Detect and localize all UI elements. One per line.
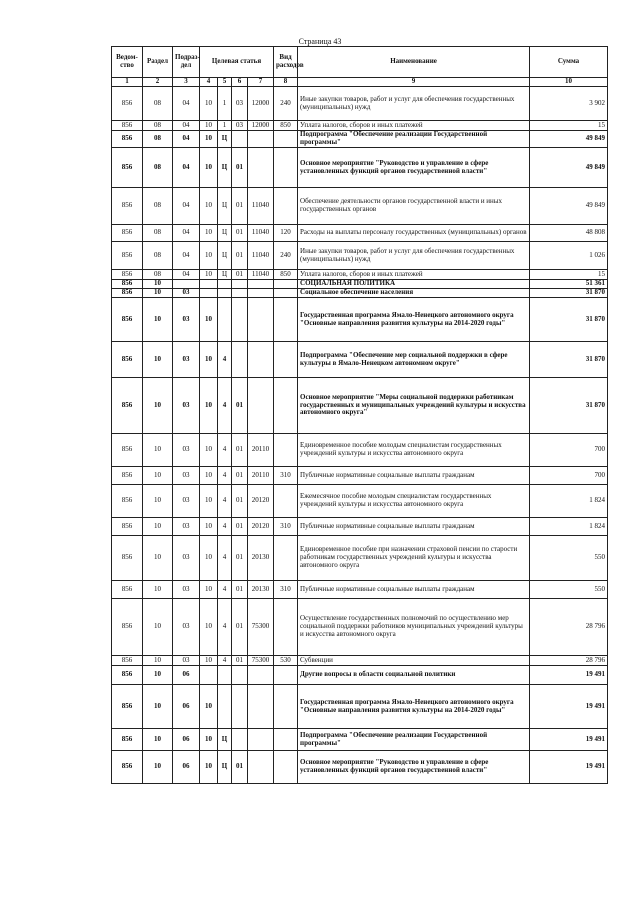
naimenovanie-cell: Единовременное пособие при назначении страховой пенсии по старости работникам государственных учреждений культуры и искусства автономного округа — [298, 536, 530, 581]
target-subprogram-cell: 4 — [218, 342, 232, 378]
summa-cell: 31 870 — [530, 342, 608, 378]
table-row — [112, 685, 608, 729]
table-row — [112, 485, 608, 518]
summa-cell: 15 — [530, 121, 608, 131]
target-direction-cell — [248, 751, 274, 784]
target-subprogram-cell: 1 — [218, 87, 232, 121]
target-program-cell: 10 — [200, 729, 218, 751]
summa-cell: 49 849 — [530, 148, 608, 188]
naimenovanie-cell: Другие вопросы в области социальной политики — [298, 666, 530, 685]
target-event-cell: 01 — [232, 485, 248, 518]
target-direction-cell — [248, 342, 274, 378]
target-direction-cell — [248, 148, 274, 188]
podrazdel-cell: 06 — [173, 751, 200, 784]
target-program-cell: 10 — [200, 342, 218, 378]
column-index: 5 — [218, 78, 232, 87]
podrazdel-cell: 04 — [173, 131, 200, 148]
razdel-cell: 10 — [143, 751, 173, 784]
header-naimenovanie: Наименование — [298, 47, 530, 78]
target-event-cell — [232, 298, 248, 342]
target-event-cell — [232, 729, 248, 751]
column-index: 7 — [248, 78, 274, 87]
target-program-cell: 10 — [200, 225, 218, 242]
razdel-cell: 08 — [143, 242, 173, 270]
summa-cell: 1 026 — [530, 242, 608, 270]
podrazdel-cell: 03 — [173, 536, 200, 581]
podrazdel-cell: 06 — [173, 666, 200, 685]
vedomstvo-cell: 856 — [112, 131, 143, 148]
target-event-cell — [232, 342, 248, 378]
target-event-cell: 01 — [232, 536, 248, 581]
naimenovanie-cell: Государственная программа Ямало-Ненецкого автономного округа "Основные направления развития культуры на 2014-2020 годы" — [298, 685, 530, 729]
header-vedomstvo: Ведом-ство — [112, 47, 143, 78]
naimenovanie-cell: Уплата налогов, сборов и иных платежей — [298, 270, 530, 280]
vid-rashodov-cell: 240 — [274, 87, 298, 121]
summa-cell: 28 796 — [530, 599, 608, 656]
target-subprogram-cell: Ц — [218, 225, 232, 242]
razdel-cell: 08 — [143, 131, 173, 148]
vid-rashodov-cell — [274, 188, 298, 225]
target-event-cell: 01 — [232, 225, 248, 242]
podrazdel-cell: 03 — [173, 485, 200, 518]
naimenovanie-cell: Публичные нормативные социальные выплаты гражданам — [298, 518, 530, 536]
table-row — [112, 656, 608, 666]
vedomstvo-cell: 856 — [112, 666, 143, 685]
target-program-cell: 10 — [200, 581, 218, 599]
vedomstvo-cell: 856 — [112, 342, 143, 378]
target-direction-cell — [248, 685, 274, 729]
column-index-row — [112, 78, 608, 87]
razdel-cell: 10 — [143, 289, 173, 298]
target-direction-cell — [248, 378, 274, 434]
target-program-cell: 10 — [200, 188, 218, 225]
naimenovanie-cell: Уплата налогов, сборов и иных платежей — [298, 121, 530, 131]
target-subprogram-cell: 4 — [218, 656, 232, 666]
target-program-cell: 10 — [200, 599, 218, 656]
target-program-cell: 10 — [200, 270, 218, 280]
razdel-cell: 10 — [143, 685, 173, 729]
vid-rashodov-cell — [274, 729, 298, 751]
target-program-cell: 10 — [200, 131, 218, 148]
naimenovanie-cell: Осуществление государственных полномочий по осуществлению мер социальной поддержки работников муниципальных учреждений культуры и искусства автономного округа — [298, 599, 530, 656]
vid-rashodov-cell: 530 — [274, 656, 298, 666]
summa-cell: 51 361 — [530, 280, 608, 289]
target-program-cell — [200, 666, 218, 685]
razdel-cell: 08 — [143, 188, 173, 225]
target-program-cell: 10 — [200, 751, 218, 784]
vedomstvo-cell: 856 — [112, 518, 143, 536]
column-index: 8 — [274, 78, 298, 87]
target-direction-cell: 75300 — [248, 656, 274, 666]
target-direction-cell: 11040 — [248, 242, 274, 270]
naimenovanie-cell: Публичные нормативные социальные выплаты гражданам — [298, 467, 530, 485]
summa-cell: 49 849 — [530, 131, 608, 148]
table-row — [112, 298, 608, 342]
target-event-cell — [232, 666, 248, 685]
target-event-cell: 01 — [232, 148, 248, 188]
vedomstvo-cell: 856 — [112, 378, 143, 434]
header-summa: Сумма — [530, 47, 608, 78]
podrazdel-cell: 03 — [173, 378, 200, 434]
target-event-cell: 01 — [232, 751, 248, 784]
summa-cell: 19 491 — [530, 751, 608, 784]
naimenovanie-cell: Обеспечение деятельности органов государственной власти и иных государственных органов — [298, 188, 530, 225]
razdel-cell: 08 — [143, 270, 173, 280]
podrazdel-cell: 04 — [173, 148, 200, 188]
header-podrazdel: Подраз-дел — [173, 47, 200, 78]
column-index: 2 — [143, 78, 173, 87]
target-direction-cell: 20110 — [248, 434, 274, 467]
target-direction-cell: 11040 — [248, 270, 274, 280]
target-program-cell — [200, 289, 218, 298]
target-event-cell: 01 — [232, 270, 248, 280]
header-row — [112, 47, 608, 78]
podrazdel-cell: 03 — [173, 298, 200, 342]
podrazdel-cell: 04 — [173, 188, 200, 225]
razdel-cell: 10 — [143, 656, 173, 666]
column-index: 6 — [232, 78, 248, 87]
razdel-cell: 10 — [143, 518, 173, 536]
vedomstvo-cell: 856 — [112, 536, 143, 581]
podrazdel-cell: 03 — [173, 342, 200, 378]
naimenovanie-cell: Иные закупки товаров, работ и услуг для обеспечения государственных (муниципальных) нужд — [298, 242, 530, 270]
target-subprogram-cell: Ц — [218, 751, 232, 784]
table-row — [112, 242, 608, 270]
target-subprogram-cell: Ц — [218, 270, 232, 280]
vid-rashodov-cell — [274, 298, 298, 342]
target-event-cell: 01 — [232, 242, 248, 270]
podrazdel-cell: 03 — [173, 599, 200, 656]
target-direction-cell: 75300 — [248, 599, 274, 656]
podrazdel-cell: 06 — [173, 729, 200, 751]
naimenovanie-cell: Подпрограмма "Обеспечение мер социальной поддержки в сфере культуры в Ямало-Ненецком автономном округе" — [298, 342, 530, 378]
summa-cell: 3 902 — [530, 87, 608, 121]
vedomstvo-cell: 856 — [112, 298, 143, 342]
razdel-cell: 10 — [143, 581, 173, 599]
vid-rashodov-cell — [274, 378, 298, 434]
vid-rashodov-cell — [274, 751, 298, 784]
vedomstvo-cell: 856 — [112, 599, 143, 656]
naimenovanie-cell: Подпрограмма "Обеспечение реализации Государственной программы" — [298, 131, 530, 148]
target-program-cell: 10 — [200, 656, 218, 666]
target-subprogram-cell — [218, 280, 232, 289]
target-program-cell: 10 — [200, 518, 218, 536]
vedomstvo-cell: 856 — [112, 148, 143, 188]
table-row — [112, 87, 608, 121]
target-subprogram-cell: 4 — [218, 581, 232, 599]
target-subprogram-cell: 4 — [218, 434, 232, 467]
column-index: 9 — [298, 78, 530, 87]
vid-rashodov-cell — [274, 434, 298, 467]
table-row — [112, 666, 608, 685]
table-row — [112, 225, 608, 242]
target-program-cell: 10 — [200, 685, 218, 729]
target-subprogram-cell: Ц — [218, 188, 232, 225]
vid-rashodov-cell — [274, 485, 298, 518]
target-direction-cell: 20120 — [248, 485, 274, 518]
target-subprogram-cell: 4 — [218, 518, 232, 536]
naimenovanie-cell: Основное мероприятие "Меры социальной поддержки работникам государственных и муниципальных учреждений культуры и искусства автономного округа" — [298, 378, 530, 434]
table-row — [112, 467, 608, 485]
column-index: 1 — [112, 78, 143, 87]
vid-rashodov-cell: 850 — [274, 121, 298, 131]
summa-cell: 550 — [530, 536, 608, 581]
target-event-cell: 03 — [232, 121, 248, 131]
target-direction-cell: 11040 — [248, 188, 274, 225]
podrazdel-cell: 03 — [173, 289, 200, 298]
podrazdel-cell: 03 — [173, 467, 200, 485]
target-direction-cell — [248, 298, 274, 342]
target-event-cell — [232, 131, 248, 148]
target-event-cell: 01 — [232, 581, 248, 599]
vid-rashodov-cell — [274, 536, 298, 581]
summa-cell: 19 491 — [530, 729, 608, 751]
table-row — [112, 581, 608, 599]
table-row — [112, 131, 608, 148]
razdel-cell: 10 — [143, 280, 173, 289]
table-body — [112, 87, 608, 784]
table-row — [112, 148, 608, 188]
target-event-cell: 01 — [232, 518, 248, 536]
target-event-cell — [232, 685, 248, 729]
summa-cell: 1 824 — [530, 518, 608, 536]
vedomstvo-cell: 856 — [112, 87, 143, 121]
header-celevaya-statya: Целевая статья — [200, 47, 274, 78]
target-direction-cell: 11040 — [248, 225, 274, 242]
vedomstvo-cell: 856 — [112, 656, 143, 666]
target-event-cell: 01 — [232, 599, 248, 656]
podrazdel-cell: 03 — [173, 434, 200, 467]
summa-cell: 19 491 — [530, 685, 608, 729]
target-program-cell: 10 — [200, 378, 218, 434]
target-event-cell: 01 — [232, 434, 248, 467]
razdel-cell: 08 — [143, 225, 173, 242]
naimenovanie-cell: Ежемесячное пособие молодым специалистам государственных учреждений культуры и искусства автономного округа — [298, 485, 530, 518]
target-subprogram-cell: 4 — [218, 378, 232, 434]
vedomstvo-cell: 856 — [112, 121, 143, 131]
target-program-cell: 10 — [200, 536, 218, 581]
target-event-cell: 01 — [232, 188, 248, 225]
naimenovanie-cell: Публичные нормативные социальные выплаты гражданам — [298, 581, 530, 599]
summa-cell: 31 870 — [530, 289, 608, 298]
target-event-cell — [232, 280, 248, 289]
podrazdel-cell: 04 — [173, 225, 200, 242]
podrazdel-cell: 04 — [173, 121, 200, 131]
table-row — [112, 434, 608, 467]
vedomstvo-cell: 856 — [112, 485, 143, 518]
target-event-cell — [232, 289, 248, 298]
target-direction-cell: 20130 — [248, 536, 274, 581]
summa-cell: 1 824 — [530, 485, 608, 518]
target-subprogram-cell — [218, 666, 232, 685]
vid-rashodov-cell: 310 — [274, 518, 298, 536]
table-row — [112, 599, 608, 656]
target-subprogram-cell: 4 — [218, 536, 232, 581]
razdel-cell: 08 — [143, 121, 173, 131]
vid-rashodov-cell — [274, 280, 298, 289]
razdel-cell: 10 — [143, 485, 173, 518]
summa-cell: 28 796 — [530, 656, 608, 666]
target-subprogram-cell: Ц — [218, 148, 232, 188]
target-direction-cell: 12000 — [248, 121, 274, 131]
target-subprogram-cell: 4 — [218, 599, 232, 656]
summa-cell: 31 870 — [530, 298, 608, 342]
razdel-cell: 10 — [143, 729, 173, 751]
naimenovanie-cell: Единовременное пособие молодым специалистам государственных учреждений культуры и искусства автономного округа — [298, 434, 530, 467]
target-direction-cell: 20130 — [248, 581, 274, 599]
razdel-cell: 08 — [143, 87, 173, 121]
column-index: 4 — [200, 78, 218, 87]
vid-rashodov-cell — [274, 599, 298, 656]
podrazdel-cell: 03 — [173, 581, 200, 599]
target-program-cell: 10 — [200, 485, 218, 518]
vid-rashodov-cell: 310 — [274, 581, 298, 599]
target-program-cell: 10 — [200, 121, 218, 131]
target-program-cell — [200, 280, 218, 289]
table-row — [112, 729, 608, 751]
summa-cell: 15 — [530, 270, 608, 280]
vedomstvo-cell: 856 — [112, 467, 143, 485]
vedomstvo-cell: 856 — [112, 289, 143, 298]
target-subprogram-cell: Ц — [218, 729, 232, 751]
podrazdel-cell: 04 — [173, 242, 200, 270]
naimenovanie-cell: Основное мероприятие "Руководство и управление в сфере установленных функций органов государственной власти" — [298, 148, 530, 188]
target-subprogram-cell — [218, 298, 232, 342]
vid-rashodov-cell: 850 — [274, 270, 298, 280]
podrazdel-cell: 04 — [173, 87, 200, 121]
naimenovanie-cell: Подпрограмма "Обеспечение реализации Государственной программы" — [298, 729, 530, 751]
naimenovanie-cell: Иные закупки товаров, работ и услуг для обеспечения государственных (муниципальных) нужд — [298, 87, 530, 121]
naimenovanie-cell: Социальное обеспечение населения — [298, 289, 530, 298]
vid-rashodov-cell: 120 — [274, 225, 298, 242]
target-event-cell: 01 — [232, 378, 248, 434]
vid-rashodov-cell — [274, 685, 298, 729]
target-program-cell: 10 — [200, 87, 218, 121]
target-subprogram-cell: Ц — [218, 242, 232, 270]
summa-cell: 700 — [530, 467, 608, 485]
vedomstvo-cell: 856 — [112, 280, 143, 289]
razdel-cell: 08 — [143, 148, 173, 188]
table-row — [112, 121, 608, 131]
target-subprogram-cell: 4 — [218, 485, 232, 518]
vedomstvo-cell: 856 — [112, 729, 143, 751]
summa-cell: 31 870 — [530, 378, 608, 434]
vid-rashodov-cell: 240 — [274, 242, 298, 270]
podrazdel-cell: 04 — [173, 270, 200, 280]
target-direction-cell — [248, 666, 274, 685]
budget-table — [111, 46, 608, 784]
naimenovanie-cell: Расходы на выплаты персоналу государственных (муниципальных) органов — [298, 225, 530, 242]
vedomstvo-cell: 856 — [112, 434, 143, 467]
summa-cell: 48 808 — [530, 225, 608, 242]
naimenovanie-cell: Государственная программа Ямало-Ненецкого автономного округа "Основные направления развития культуры на 2014-2020 годы" — [298, 298, 530, 342]
target-program-cell: 10 — [200, 148, 218, 188]
vid-rashodov-cell — [274, 666, 298, 685]
razdel-cell: 10 — [143, 666, 173, 685]
razdel-cell: 10 — [143, 536, 173, 581]
target-subprogram-cell — [218, 685, 232, 729]
vid-rashodov-cell — [274, 148, 298, 188]
podrazdel-cell: 03 — [173, 518, 200, 536]
naimenovanie-cell: Основное мероприятие "Руководство и управление в сфере установленных функций органов государственной власти" — [298, 751, 530, 784]
summa-cell: 550 — [530, 581, 608, 599]
target-direction-cell — [248, 280, 274, 289]
table-row — [112, 536, 608, 581]
razdel-cell: 10 — [143, 599, 173, 656]
target-subprogram-cell — [218, 289, 232, 298]
target-direction-cell: 12000 — [248, 87, 274, 121]
vid-rashodov-cell — [274, 289, 298, 298]
target-program-cell: 10 — [200, 298, 218, 342]
podrazdel-cell: 03 — [173, 656, 200, 666]
summa-cell: 19 491 — [530, 666, 608, 685]
table-row — [112, 518, 608, 536]
table-row — [112, 289, 608, 298]
naimenovanie-cell: СОЦИАЛЬНАЯ ПОЛИТИКА — [298, 280, 530, 289]
target-event-cell: 03 — [232, 87, 248, 121]
vid-rashodov-cell: 310 — [274, 467, 298, 485]
vedomstvo-cell: 856 — [112, 581, 143, 599]
naimenovanie-cell: Субвенции — [298, 656, 530, 666]
target-program-cell: 10 — [200, 467, 218, 485]
vedomstvo-cell: 856 — [112, 751, 143, 784]
vedomstvo-cell: 856 — [112, 270, 143, 280]
summa-cell: 700 — [530, 434, 608, 467]
target-subprogram-cell: 1 — [218, 121, 232, 131]
target-program-cell: 10 — [200, 242, 218, 270]
target-subprogram-cell: 4 — [218, 467, 232, 485]
table-row — [112, 378, 608, 434]
target-direction-cell — [248, 289, 274, 298]
podrazdel-cell: 06 — [173, 685, 200, 729]
target-direction-cell — [248, 131, 274, 148]
target-event-cell: 01 — [232, 467, 248, 485]
target-program-cell: 10 — [200, 434, 218, 467]
razdel-cell: 10 — [143, 342, 173, 378]
column-index: 3 — [173, 78, 200, 87]
razdel-cell: 10 — [143, 298, 173, 342]
table-row — [112, 270, 608, 280]
razdel-cell: 10 — [143, 434, 173, 467]
column-index: 10 — [530, 78, 608, 87]
vid-rashodov-cell — [274, 131, 298, 148]
table-row — [112, 188, 608, 225]
vid-rashodov-cell — [274, 342, 298, 378]
razdel-cell: 10 — [143, 378, 173, 434]
vedomstvo-cell: 856 — [112, 242, 143, 270]
razdel-cell: 10 — [143, 467, 173, 485]
header-razdel: Раздел — [143, 47, 173, 78]
target-event-cell: 01 — [232, 656, 248, 666]
vedomstvo-cell: 856 — [112, 188, 143, 225]
target-direction-cell: 20120 — [248, 518, 274, 536]
page-number: Страница 43 — [298, 37, 342, 46]
vedomstvo-cell: 856 — [112, 685, 143, 729]
target-direction-cell — [248, 729, 274, 751]
summa-cell: 49 849 — [530, 188, 608, 225]
header-vid-rashodov: Вид расходов — [274, 47, 298, 78]
table-row — [112, 751, 608, 784]
vedomstvo-cell: 856 — [112, 225, 143, 242]
table-row — [112, 342, 608, 378]
target-subprogram-cell: Ц — [218, 131, 232, 148]
target-direction-cell: 20110 — [248, 467, 274, 485]
